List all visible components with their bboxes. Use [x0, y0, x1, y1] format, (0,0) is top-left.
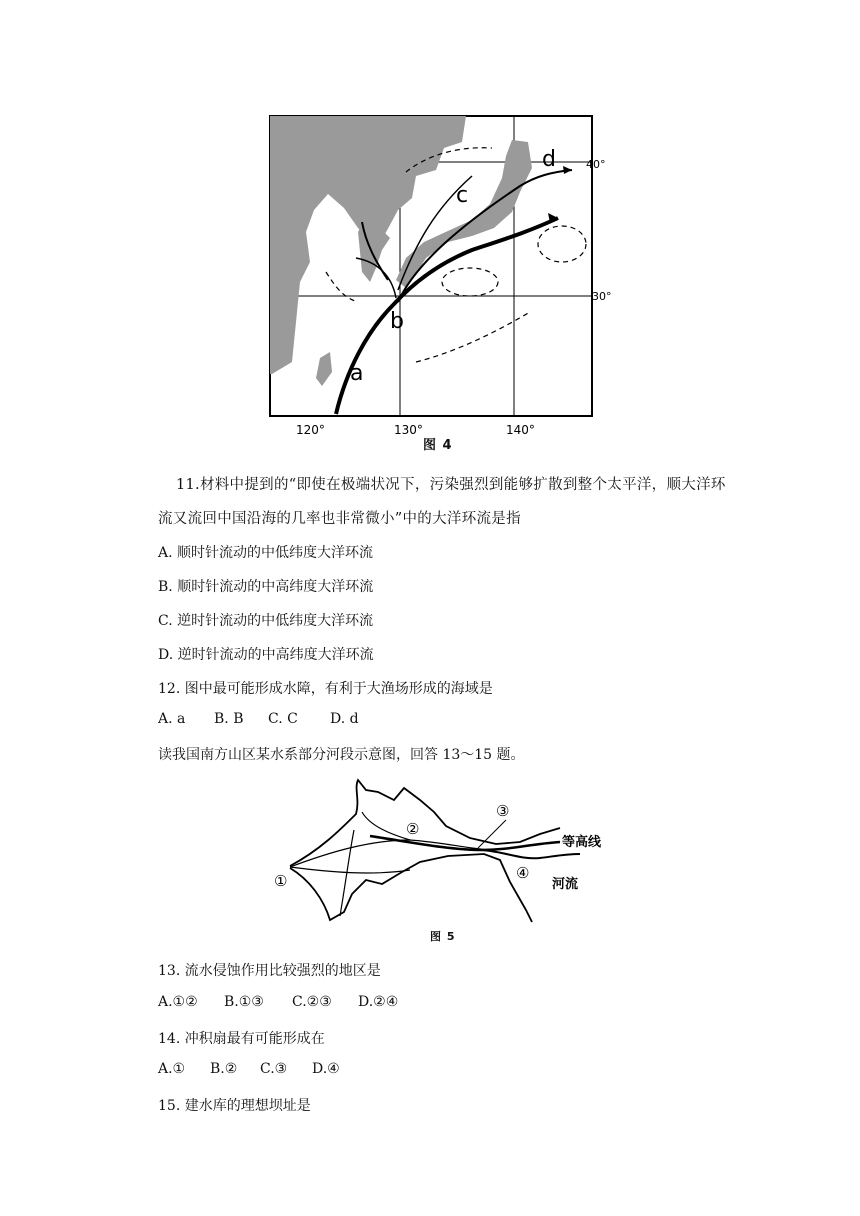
section-intro: 读我国南方山区某水系部分河段示意图，回答 13～15 题。: [158, 747, 525, 763]
q11-option-b: B. 顺时针流动的中高纬度大洋环流: [158, 579, 374, 595]
map-letter-b: b: [390, 309, 404, 334]
map-letter-d: d: [542, 147, 556, 172]
figure-5-diagram: [270, 770, 610, 950]
q13-option-a: A.①②: [158, 994, 198, 1010]
legend-contour-label: 等高线: [562, 835, 602, 850]
q11-option-c: C. 逆时针流动的中低纬度大洋环流: [158, 613, 374, 629]
q14-stem: 14. 冲积扇最有可能形成在: [158, 1031, 325, 1047]
figure-5-caption: 图 5: [430, 930, 456, 943]
q12-option-c: C. C: [268, 711, 298, 727]
q14-option-a: A.①: [158, 1061, 186, 1077]
lon-label-130: 130°: [394, 423, 423, 437]
q14-option-c: C.③: [260, 1061, 288, 1077]
q14-option-b: B.②: [210, 1061, 238, 1077]
marker-1: ①: [274, 872, 288, 890]
figure-4-caption: 图 4: [423, 438, 453, 453]
map-letter-c: c: [456, 183, 469, 208]
q12-option-a: A. a: [158, 711, 186, 727]
q14-option-d: D.④: [312, 1061, 340, 1077]
marker-3: ③: [496, 802, 510, 820]
q11-option-d: D. 逆时针流动的中高纬度大洋环流: [158, 647, 374, 663]
q13-stem: 13. 流水侵蚀作用比较强烈的地区是: [158, 963, 381, 979]
marker-2: ②: [406, 820, 420, 838]
lat-label-30: 30°: [592, 290, 612, 303]
q13-option-b: B.①③: [224, 994, 264, 1010]
legend-river-label: 河流: [552, 877, 579, 892]
lat-label-40: 40°: [586, 158, 606, 171]
q12-stem: 12. 图中最可能形成水障，有利于大渔场形成的海域是: [158, 681, 493, 697]
lon-label-140: 140°: [506, 423, 535, 437]
map-letter-a: a: [350, 361, 364, 386]
q12-option-d: D. d: [330, 711, 359, 727]
q11-option-a: A. 顺时针流动的中低纬度大洋环流: [158, 545, 374, 561]
q13-option-d: D.②④: [358, 994, 399, 1010]
q12-option-b: B. B: [214, 711, 244, 727]
q11-stem-line1: 11.材料中提到的“即使在极端状况下，污染强烈到能够扩散到整个太平洋，顺大洋环: [176, 477, 726, 493]
q13-option-c: C.②③: [292, 994, 332, 1010]
lon-label-120: 120°: [296, 423, 325, 437]
q11-stem-line2: 流又流回中国沿海的几率也非常微小”中的大洋环流是指: [158, 511, 521, 527]
q15-stem: 15. 建水库的理想坝址是: [158, 1098, 311, 1114]
figure-4-map: [266, 112, 612, 456]
marker-4: ④: [516, 864, 530, 882]
